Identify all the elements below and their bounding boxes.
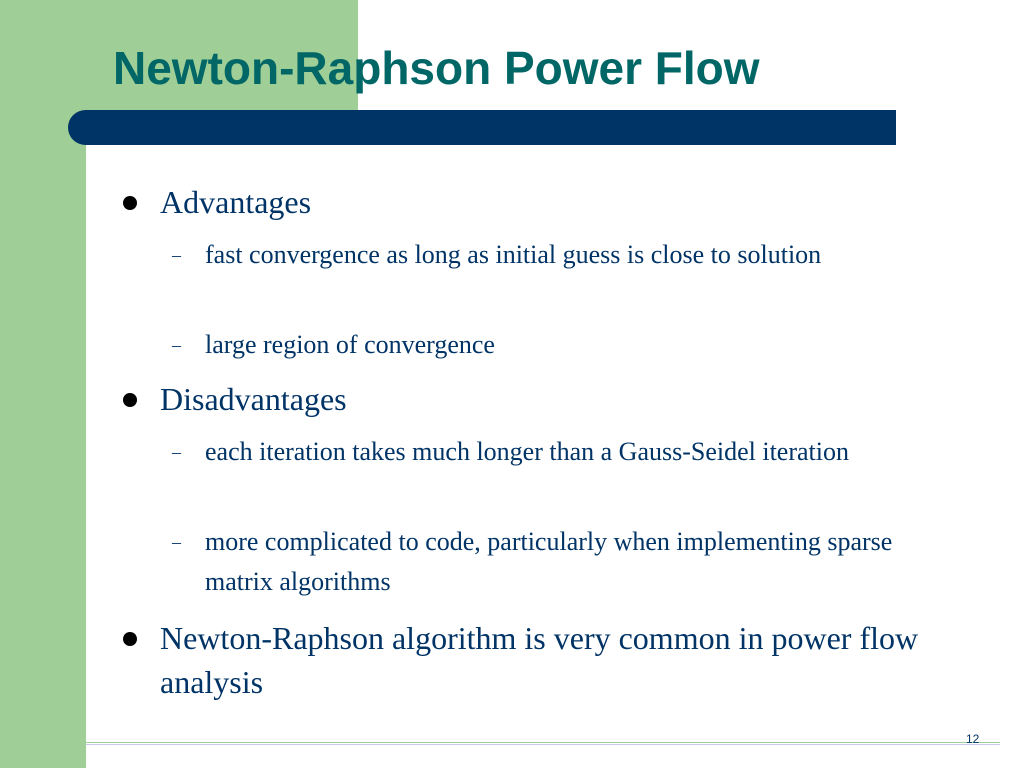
- subitem-text: more complicated to code, particularly when implementing sparse matrix algorithms: [205, 527, 893, 596]
- subitem-text: each iteration takes much longer than a Gauss-Seidel iteration: [205, 437, 849, 466]
- bullet-text: Advantages: [160, 184, 312, 220]
- bullet-dot-icon: [123, 196, 137, 210]
- subitem-large-region: [172, 325, 935, 365]
- subitem-fast-convergence: [172, 235, 935, 275]
- dash-icon: –: [172, 245, 181, 265]
- subitem-complicated-code: [172, 522, 935, 602]
- subitem-iteration-time: [172, 432, 935, 472]
- subitem-text: fast convergence as long as initial guess is close to solution: [205, 240, 822, 269]
- footer-divider: [25, 742, 1000, 743]
- bullet-text: Newton-Raphson algorithm is very common in power flow analysis: [160, 620, 919, 700]
- page-number: 12: [966, 732, 980, 746]
- bullet-dot-icon: [123, 393, 137, 407]
- subitem-text: large region of convergence: [205, 330, 495, 359]
- title-bar: [68, 110, 896, 145]
- bullet-disadvantages: [160, 377, 940, 421]
- footer-divider-secondary: [86, 744, 1000, 745]
- bullet-conclusion: [160, 616, 940, 704]
- side-panel-strip: [0, 145, 86, 768]
- dash-icon: –: [172, 442, 181, 462]
- slide-title: Newton-Raphson Power Flow: [113, 42, 760, 94]
- dash-icon: –: [172, 335, 181, 355]
- bullet-advantages: [160, 180, 940, 224]
- bullet-dot-icon: [123, 632, 137, 646]
- bullet-text: Disadvantages: [160, 381, 347, 417]
- dash-icon: –: [172, 532, 181, 552]
